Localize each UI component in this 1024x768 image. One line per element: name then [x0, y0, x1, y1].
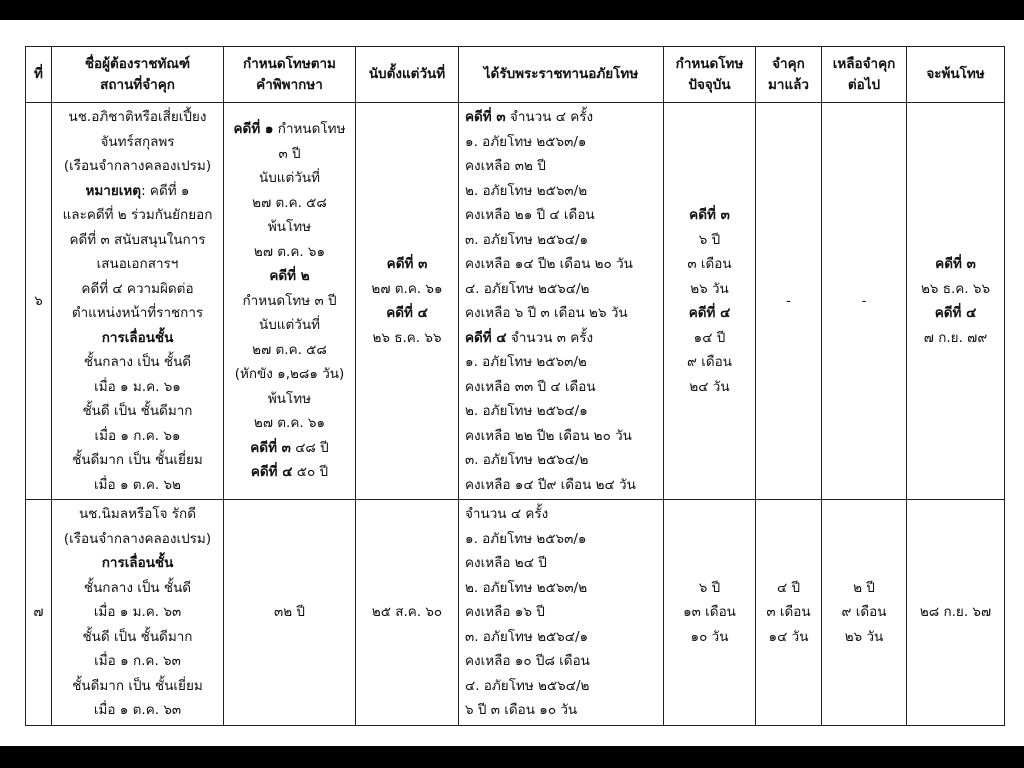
- table-row: [26, 500, 1005, 726]
- current-sentence-cell: ๖ ปี ๑๓ เดือน ๑๐ วัน: [664, 500, 756, 726]
- promotion-label: การเลื่อนชั้น: [101, 329, 174, 346]
- table-header-row: [26, 47, 1005, 103]
- header-no: ที่: [26, 47, 52, 103]
- prison-location: (เรือนจำกลางคลองเปรม): [63, 530, 212, 547]
- start-date-cell: คดีที่ ๓ ๒๗ ต.ค. ๖๑ คดีที่ ๔ ๒๖ ธ.ค. ๖๖: [356, 103, 459, 500]
- served-cell: ๔ ปี ๓ เดือน ๑๔ วัน: [756, 500, 822, 726]
- prisoner-name: นช.นิมลหรือโจ รักดี: [79, 506, 196, 522]
- document-page: [0, 20, 1024, 746]
- prisoner-pardon-table: [25, 46, 1005, 726]
- current-sentence-cell: คดีที่ ๓ ๖ ปี ๓ เดือน ๒๖ วัน คดีที่ ๔ ๑๔ ปี ๙ เดือน ๒๔ วัน: [664, 103, 756, 500]
- prisoner-name: นช.อภิชาติหรือเสี่ยเปี้ยง: [68, 109, 207, 125]
- header-current-sentence: กำหนดโทษ ปัจจุบัน: [664, 47, 756, 103]
- sentence-cell: ๓๒ ปี: [224, 500, 356, 726]
- release-date-cell: ๒๘ ก.ย. ๖๗: [907, 500, 1005, 726]
- release-date-cell: คดีที่ ๓ ๒๖ ธ.ค. ๖๖ คดีที่ ๔ ๗ ก.ย. ๗๙: [907, 103, 1005, 500]
- prison-location: (เรือนจำกลางคลองเปรม): [63, 158, 212, 174]
- prisoner-name-cell: นช.นิมลหรือโจ รักดี (เรือนจำกลางคลองเปรม) การเลื่อนชั้น ชั้นกลาง เป็น ชั้นดี เมื่อ ๑ ม.ค. ๖๓ ชั้นดี เป็น ชั้นดีมาก เมื่อ ๑ ก.ค. ๖๓ ชั้นดีมาก เป็น ชั้นเยี่ยม เมื่อ ๑ ต.ค. ๖๓: [52, 500, 224, 726]
- header-start-date: นับตั้งแต่วันที่: [356, 47, 459, 103]
- served-cell: -: [756, 103, 822, 500]
- note-label: หมายเหตุ: [85, 182, 142, 199]
- start-date-cell: ๒๕ ส.ค. ๖๐: [356, 500, 459, 726]
- bottom-black-bar: [0, 746, 1024, 768]
- remaining-cell: -: [822, 103, 907, 500]
- header-sentence: กำหนดโทษตาม คำพิพากษา: [224, 47, 356, 103]
- pardon-cell: คดีที่ ๓ จำนวน ๔ ครั้ง ๑. อภัยโทษ ๒๕๖๓/๑ คงเหลือ ๓๒ ปี ๒. อภัยโทษ ๒๕๖๓/๒ คงเหลือ ๒๑ ปี ๔ เดือน ๓. อภัยโทษ ๒๕๖๔/๑ คงเหลือ ๑๔ ปี๒ เดือน ๒๐ วัน ๔. อภัยโทษ ๒๕๖๔/๒ คงเหลือ ๖ ปี ๓ เดือน ๒๖ วัน คดีที่ ๔ จำนวน ๓ ครั้ง ๑. อภัยโทษ ๒๕๖๓/๒ คงเหลือ ๓๓ ปี ๔ เดือน ๒. อภัยโทษ ๒๕๖๔/๑ คงเหลือ ๒๒ ปี๒ เดือน ๒๐ วัน ๓. อภัยโทษ ๒๕๖๔/๒ คงเหลือ ๑๔ ปี๙ เดือน ๒๔ วัน: [459, 103, 664, 500]
- promotion-label: การเลื่อนชั้น: [101, 555, 174, 571]
- pardon-cell: จำนวน ๔ ครั้ง ๑. อภัยโทษ ๒๕๖๓/๑ คงเหลือ ๒๔ ปี ๒. อภัยโทษ ๒๕๖๓/๒ คงเหลือ ๑๖ ปี ๓. อภัยโทษ ๒๕๖๔/๑ คงเหลือ ๑๐ ปี๘ เดือน ๔. อภัยโทษ ๒๕๖๔/๒ ๖ ปี ๓ เดือน ๑๐ วัน: [459, 500, 664, 726]
- header-release-date: จะพ้นโทษ: [907, 47, 1005, 103]
- remaining-cell: ๒ ปี ๙ เดือน ๒๖ วัน: [822, 500, 907, 726]
- header-pardon: ได้รับพระราชทานอภัยโทษ: [459, 47, 664, 103]
- table-row: [26, 103, 1005, 500]
- sentence-cell: คดีที่ ๑ กำหนดโทษ ๓ ปี นับแต่วันที่ ๒๗ ต.ค. ๕๘ พ้นโทษ ๒๗ ต.ค. ๖๑ คดีที่ ๒ กำหนดโทษ ๓ ปี นับแต่วันที่ ๒๗ ต.ค. ๕๘ (หักขัง ๑,๒๘๑ วัน) พ้นโทษ ๒๗ ต.ค. ๖๑ คดีที่ ๓ ๔๘ ปี คดีที่ ๔ ๕๐ ปี: [224, 103, 356, 500]
- header-served: จำคุก มาแล้ว: [756, 47, 822, 103]
- prisoner-name-cell: นช.อภิชาติหรือเสี่ยเปี้ยง จันทร์สกุลพร (เรือนจำกลางคลองเปรม) หมายเหตุ: คดีที่ ๑ และคดีที่ ๒ ร่วมกันยักยอก คดีที่ ๓ สนับสนุนในการ เสนอเอกสารฯ คดีที่ ๔ ความผิดต่อ ตำแหน่งหน้าที่ราชการ การเลื่อนชั้น ชั้นกลาง เป็น ชั้นดี เมื่อ ๑ ม.ค. ๖๑ ชั้นดี เป็น ชั้นดีมาก เมื่อ ๑ ก.ค. ๖๑ ชั้นดีมาก เป็น ชั้นเยี่ยม เมื่อ ๑ ต.ค. ๖๒: [52, 103, 224, 500]
- top-black-bar: [0, 0, 1024, 20]
- header-name: ชื่อผู้ต้องราชทัณฑ์ สถานที่จำคุก: [52, 47, 224, 103]
- row-number: ๖: [26, 103, 52, 500]
- header-remaining: เหลือจำคุก ต่อไป: [822, 47, 907, 103]
- row-number: ๗: [26, 500, 52, 726]
